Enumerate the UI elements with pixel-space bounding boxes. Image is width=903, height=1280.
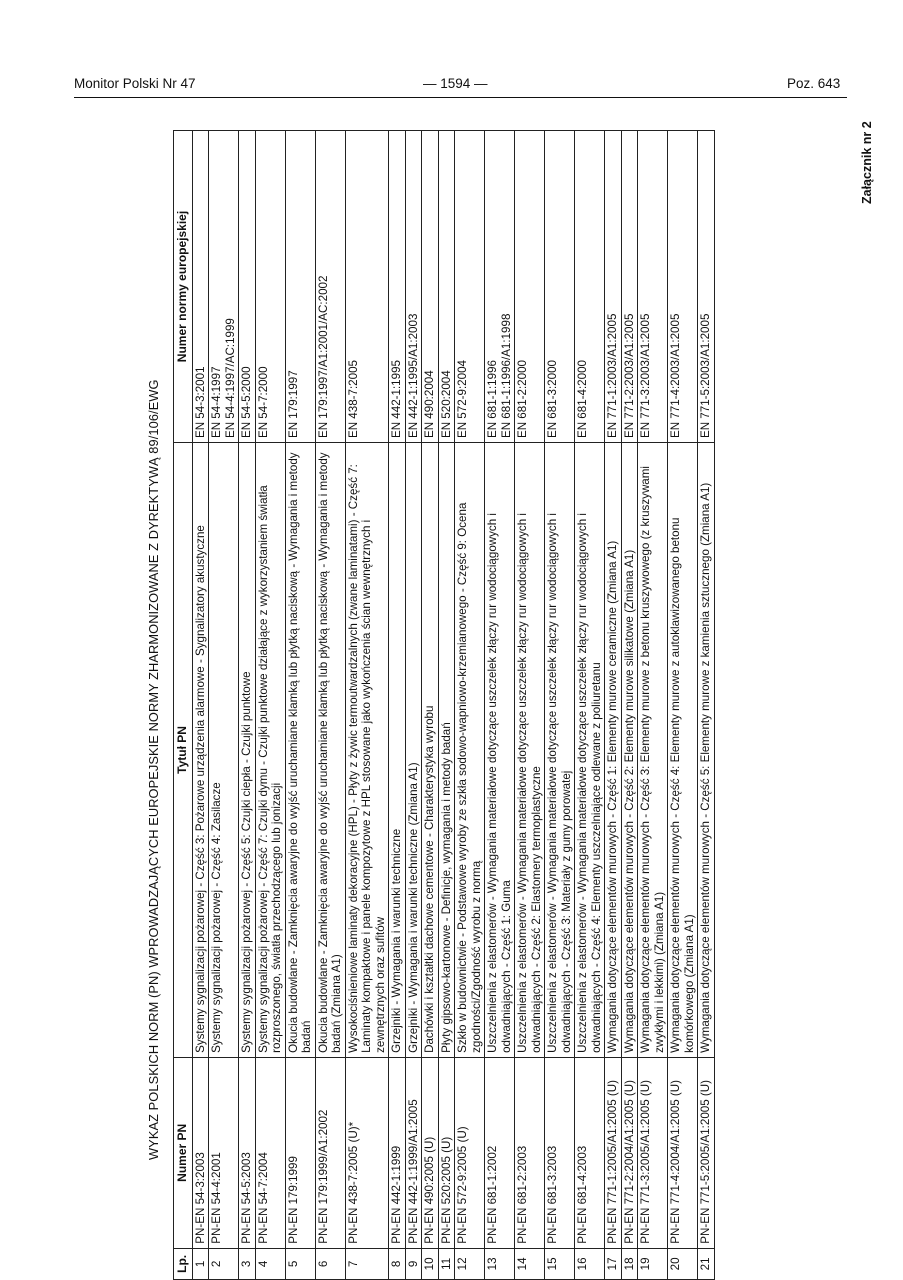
table-row (668, 131, 698, 1280)
table-row (698, 131, 715, 1280)
col-header-numer-en: Numer normy europejskiej (174, 131, 193, 443)
cell-lp: 7 (345, 1248, 389, 1279)
table-row (621, 131, 638, 1280)
cell-numer-en: EN 520:2004 (438, 131, 455, 443)
cell-numer-en: EN 438-7:2005 (345, 131, 389, 443)
cell-numer-pn: PN-EN 771-1:2005/A1:2005 (U) (605, 1057, 622, 1248)
cell-tytul-pn: Systemy sygnalizacji pożarowej - Część 7: Czujki dymu - Czujki punktowe działające z wykorzystaniem światła rozproszonego, światła przechodzącego lub jonizacji (255, 443, 285, 1058)
table-row (455, 131, 485, 1280)
cell-lp: 15 (545, 1248, 575, 1279)
cell-numer-en: EN 442-1:1995 (389, 131, 406, 443)
cell-tytul-pn: Uszczelnienia z elastomerów - Wymagania materiałowe dotyczące uszczelek złączy rur wodociągowych i odwadniających - Część 3: Materiały z gumy porowatej (545, 443, 575, 1058)
cell-numer-en: EN 54-4:1997 EN 54-4:1997/AC:1999 (209, 131, 239, 443)
col-header-lp: Lp. (174, 1248, 193, 1279)
cell-tytul-pn: Uszczelnienia z elastomerów - Wymagania materiałowe dotyczące uszczelek złączy rur wodociągowych i odwadniających - Część 1: Guma (485, 443, 515, 1058)
cell-tytul-pn: Grzejniki - Wymagania i warunki techniczne (389, 443, 406, 1058)
header-position: Poz. 643 (787, 76, 841, 91)
cell-numer-en: EN 179:1997 (285, 131, 315, 443)
cell-numer-en: EN 490:2004 (422, 131, 439, 443)
cell-numer-pn: PN-EN 490:2005 (U) (422, 1057, 439, 1248)
cell-numer-pn: PN-EN 442-1:1999/A1:2005 (405, 1057, 422, 1248)
cell-numer-en: EN 681-3:2000 (545, 131, 575, 443)
cell-tytul-pn: Wymagania dotyczące elementów murowych - Część 4: Elementy murowe z autoklawizowanego betonu komórkowego (Zmiana A1) (668, 443, 698, 1058)
header-page-number: — 1594 — (423, 76, 488, 91)
cell-numer-pn: PN-EN 54-7:2004 (255, 1057, 285, 1248)
cell-lp: 18 (621, 1248, 638, 1279)
cell-lp: 16 (575, 1248, 605, 1279)
cell-lp: 1 (192, 1248, 209, 1279)
cell-tytul-pn: Systemy sygnalizacji pożarowej - Część 4: Zasilacze (209, 443, 239, 1058)
table-row (605, 131, 622, 1280)
cell-lp: 10 (422, 1248, 439, 1279)
cell-numer-pn: PN-EN 771-3:2005/A1:2005 (U) (638, 1057, 668, 1248)
cell-lp: 3 (239, 1248, 256, 1279)
cell-numer-pn: PN-EN 681-3:2003 (545, 1057, 575, 1248)
cell-lp: 9 (405, 1248, 422, 1279)
cell-numer-pn: PN-EN 54-5:2003 (239, 1057, 256, 1248)
cell-numer-pn: PN-EN 179:1999 (285, 1057, 315, 1248)
cell-numer-pn: PN-EN 438-7:2005 (U)* (345, 1057, 389, 1248)
table-row (209, 131, 239, 1280)
col-header-tytul-pn: Tytuł PN (174, 443, 193, 1058)
cell-numer-en: EN 442-1:1995/A1:2003 (405, 131, 422, 443)
cell-numer-en: EN 771-5:2003/A1:2005 (698, 131, 715, 443)
cell-tytul-pn: Uszczelnienia z elastomerów - Wymagania materiałowe dotyczące uszczelek złączy rur wodociągowych i odwadniających - Część 2: Elastomery termoplastyczne (515, 443, 545, 1058)
cell-numer-pn: PN-EN 572-9:2005 (U) (455, 1057, 485, 1248)
cell-numer-pn: PN-EN 442-1:1999 (389, 1057, 406, 1248)
cell-numer-en: EN 771-4:2003/A1:2005 (668, 131, 698, 443)
cell-numer-en: EN 771-2:2003/A1:2005 (621, 131, 638, 443)
document-title-text: WYKAZ POLSKICH NORM (PN) WPROWADZAJĄCYCH EUROPEJSKIE NORMY ZHARMONIZOWANE Z DYREKTYWĄ 89/106/EWG (146, 379, 161, 1160)
table-row (255, 131, 285, 1280)
col-header-numer-pn: Numer PN (174, 1057, 193, 1248)
table-row (239, 131, 256, 1280)
standards-table (173, 130, 715, 1280)
cell-tytul-pn: Wymagania dotyczące elementów murowych - Część 1: Elementy murowe ceramiczne (Zmiana A1) (605, 443, 622, 1058)
table-header-row (174, 131, 193, 1280)
cell-lp: 8 (389, 1248, 406, 1279)
cell-numer-en: EN 54-5:2000 (239, 131, 256, 443)
cell-numer-pn: PN-EN 771-5:2005/A1:2005 (U) (698, 1057, 715, 1248)
attachment-label-text: Załącznik nr 2 (860, 121, 874, 204)
cell-lp: 11 (438, 1248, 455, 1279)
cell-numer-pn: PN-EN 681-1:2002 (485, 1057, 515, 1248)
cell-numer-pn: PN-EN 179:1999/A1:2002 (315, 1057, 345, 1248)
cell-lp: 4 (255, 1248, 285, 1279)
cell-tytul-pn: Wymagania dotyczące elementów murowych - Część 3: Elementy murowe z betonu kruszywowego (z kruszywami zwykłymi i lekkimi) (Zmiana A1) (638, 443, 668, 1058)
cell-lp: 17 (605, 1248, 622, 1279)
cell-numer-pn: PN-EN 771-2:2004/A1:2005 (U) (621, 1057, 638, 1248)
cell-tytul-pn: Grzejniki - Wymagania i warunki techniczne (Zmiana A1) (405, 443, 422, 1058)
standards-table-wrapper (173, 130, 793, 1280)
cell-tytul-pn: Wymagania dotyczące elementów murowych - Część 5: Elementy murowe z kamienia sztucznego (Zmiana A1) (698, 443, 715, 1058)
cell-lp: 12 (455, 1248, 485, 1279)
cell-numer-en: EN 179:1997/A1:2001/AC:2002 (315, 131, 345, 443)
cell-lp: 6 (315, 1248, 345, 1279)
cell-tytul-pn: Szkło w budownictwie - Podstawowe wyroby ze szkła sodowo-wapniowo-krzemianowego - Część 9: Ocena zgodności/Zgodność wyrobu z normą (455, 443, 485, 1058)
cell-tytul-pn: Płyty gipsowo-kartonowe - Definicje, wymagania i metody badań (438, 443, 455, 1058)
cell-numer-en: EN 771-1:2003/A1:2005 (605, 131, 622, 443)
cell-lp: 2 (209, 1248, 239, 1279)
header-journal: Monitor Polski Nr 47 (74, 76, 196, 91)
table-row (545, 131, 575, 1280)
cell-numer-pn: PN-EN 771-4:2004/A1:2005 (U) (668, 1057, 698, 1248)
attachment-label (860, 104, 874, 204)
table-row (422, 131, 439, 1280)
cell-numer-en: EN 681-4:2000 (575, 131, 605, 443)
cell-numer-en: EN 572-9:2004 (455, 131, 485, 443)
cell-tytul-pn: Okucia budowlane - Zamknięcia awaryjne do wyjść uruchamiane klamką lub płytką naciskową - Wymagania i metody badań (Zmiana A1) (315, 443, 345, 1058)
table-row (192, 131, 209, 1280)
cell-lp: 19 (638, 1248, 668, 1279)
cell-numer-en: EN 681-1:1996 EN 681-1:1996/A1:1998 (485, 131, 515, 443)
cell-lp: 13 (485, 1248, 515, 1279)
cell-tytul-pn: Systemy sygnalizacji pożarowej - Część 5: Czujki ciepła - Czujki punktowe (239, 443, 256, 1058)
cell-tytul-pn: Dachówki i kształtki dachowe cementowe - Charakterystyka wyrobu (422, 443, 439, 1058)
cell-tytul-pn: Wymagania dotyczące elementów murowych - Część 2: Elementy murowe silikatowe (Zmiana A1) (621, 443, 638, 1058)
table-row (515, 131, 545, 1280)
cell-tytul-pn: Okucia budowlane - Zamknięcia awaryjne do wyjść uruchamiane klamką lub płytką naciskową - Wymagania i metody badań (285, 443, 315, 1058)
table-row (285, 131, 315, 1280)
cell-numer-en: EN 681-2:2000 (515, 131, 545, 443)
table-row (315, 131, 345, 1280)
cell-tytul-pn: Uszczelnienia z elastomerów - Wymagania materiałowe dotyczące uszczelek złączy rur wodociągowych i odwadniających - Część 4: Elementy uszczelniające odlewane z poliuretanu (575, 443, 605, 1058)
table-row (345, 131, 389, 1280)
cell-numer-en: EN 54-3:2001 (192, 131, 209, 443)
cell-numer-en: EN 54-7:2000 (255, 131, 285, 443)
table-row (485, 131, 515, 1280)
table-row (438, 131, 455, 1280)
cell-numer-pn: PN-EN 54-3:2003 (192, 1057, 209, 1248)
table-row (405, 131, 422, 1280)
cell-lp: 21 (698, 1248, 715, 1279)
cell-lp: 14 (515, 1248, 545, 1279)
cell-numer-pn: PN-EN 520:2005 (U) (438, 1057, 455, 1248)
header-rule (74, 97, 847, 98)
table-row (389, 131, 406, 1280)
cell-numer-pn: PN-EN 54-4:2001 (209, 1057, 239, 1248)
cell-tytul-pn: Wysokociśnieniowe laminaty dekoracyjne (HPL) - Płyty z żywic termoutwardzalnych (zwane laminatami) - Część 7: Laminaty kompaktowe i panele kompozytowe z HPL stosowane jako wykończenia ścian wewnętrznych i zewnętrznych oraz sufitów (345, 443, 389, 1058)
cell-tytul-pn: Systemy sygnalizacji pożarowej - Część 3: Pożarowe urządzenia alarmowe - Sygnalizatory akustyczne (192, 443, 209, 1058)
table-row (638, 131, 668, 1280)
cell-numer-pn: PN-EN 681-4:2003 (575, 1057, 605, 1248)
document-title (146, 180, 164, 1160)
table-row (575, 131, 605, 1280)
cell-numer-pn: PN-EN 681-2:2003 (515, 1057, 545, 1248)
cell-lp: 20 (668, 1248, 698, 1279)
cell-numer-en: EN 771-3:2003/A1:2005 (638, 131, 668, 443)
table-body (192, 131, 714, 1280)
cell-lp: 5 (285, 1248, 315, 1279)
